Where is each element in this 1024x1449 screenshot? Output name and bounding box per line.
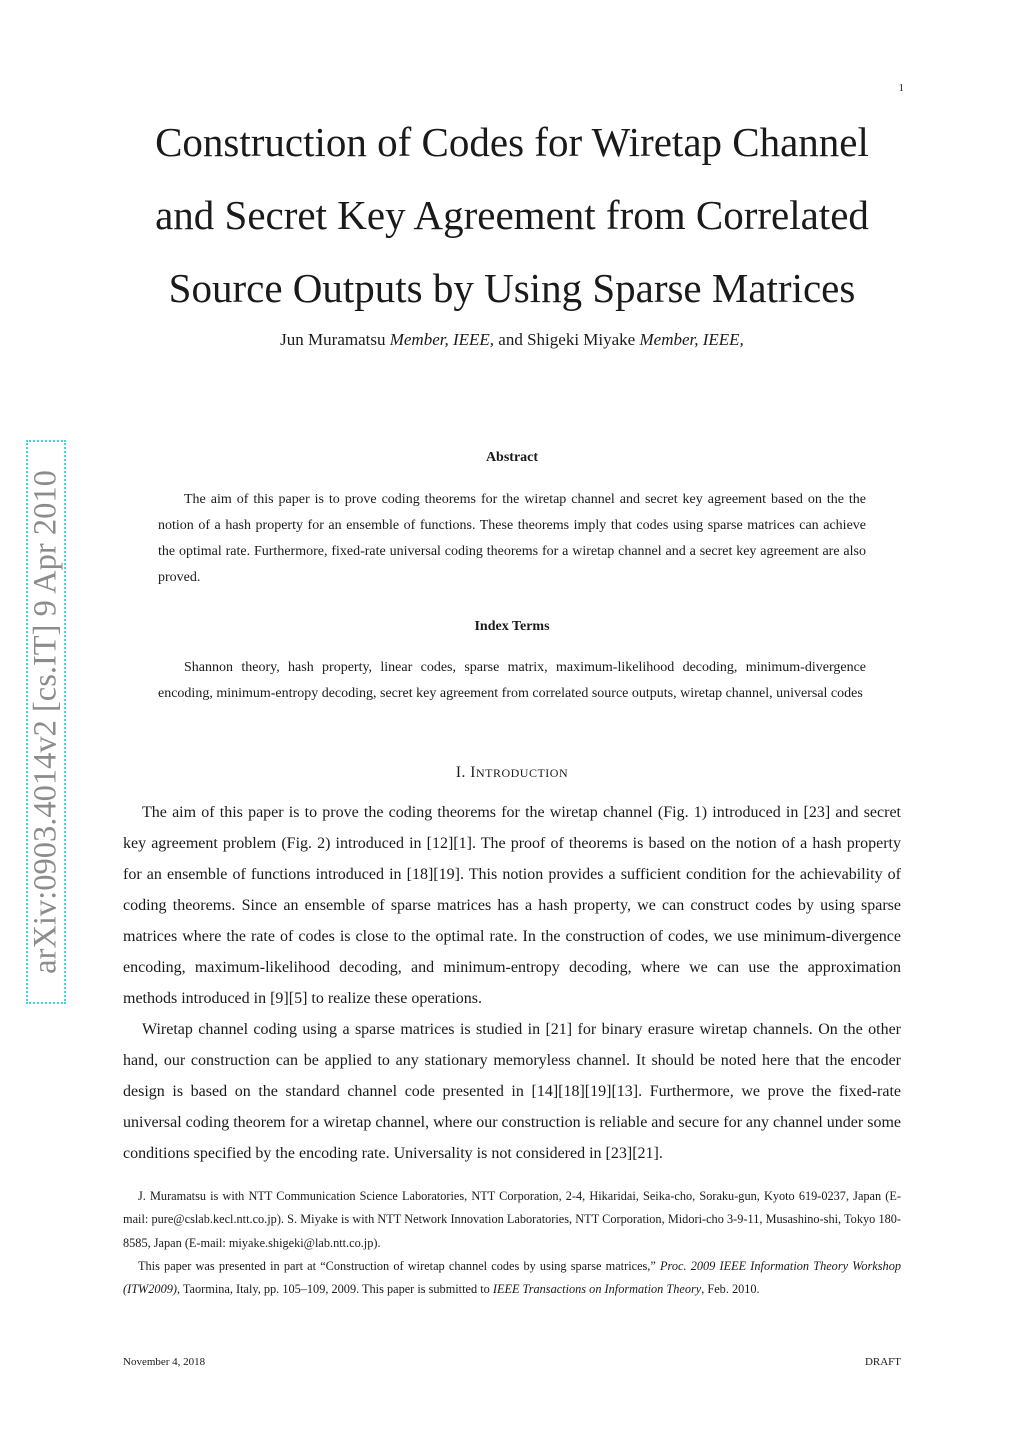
section-heading-introduction bbox=[100, 764, 924, 782]
title-line: Construction of Codes for Wiretap Channel bbox=[155, 119, 869, 165]
section-title-rest: NTRODUCTION bbox=[475, 766, 569, 780]
introduction-body bbox=[123, 797, 901, 1169]
page-number: 1 bbox=[898, 82, 904, 94]
section-numeral: I. bbox=[455, 764, 466, 781]
author-name: Jun Muramatsu bbox=[280, 330, 386, 349]
footnote-text: , Feb. 2010. bbox=[701, 1282, 760, 1297]
body-paragraph: The aim of this paper is to prove the coding theorems for the wiretap channel (Fig. 1) introduced in [23] and secret key agreement problem (Fig. 2) introduced in [12][1]. The proof of theorems is based on the notion of a hash property for an ensemble of functions introduced in [18][19]. This notion provides a sufficient condition for the achievability of coding theorems. Since an ensemble of sparse matrices has a hash property, we can construct codes by using sparse matrices where the rate of codes is close to the optimal rate. In the construction of codes, we use minimum-divergence encoding, maximum-likelihood decoding, and minimum-entropy decoding, where we can use the approximation methods introduced in [9][5] to realize these operations. bbox=[123, 804, 901, 1007]
footer-draft-label: DRAFT bbox=[864, 1356, 901, 1368]
abstract-heading: Abstract bbox=[485, 450, 539, 465]
author-affiliation: Member, IEEE, bbox=[389, 330, 495, 349]
abstract-body bbox=[158, 487, 866, 591]
author-conjunction: and bbox=[498, 330, 523, 349]
author-name: Shigeki Miyake bbox=[527, 330, 636, 349]
index-terms-body bbox=[158, 655, 866, 707]
title-line: and Secret Key Agreement from Correlated bbox=[155, 192, 869, 238]
section-title-initial: I bbox=[470, 764, 476, 781]
footer-date: November 4, 2018 bbox=[123, 1356, 206, 1368]
paper-title bbox=[100, 106, 924, 325]
arxiv-identifier: arXiv:0903.4014v2 [cs.IT] 9 Apr 2010 bbox=[27, 470, 64, 974]
title-line: Source Outputs by Using Sparse Matrices bbox=[168, 265, 856, 311]
body-paragraph: Wiretap channel coding using a sparse matrices is studied in [21] for binary erasure wiretap channels. On the other hand, our construction can be applied to any stationary memoryless channel. It should be noted here that the encoder design is based on the standard channel code presented in [14][18][19][13]. Furthermore, we prove the fixed-rate universal coding theorem for a wiretap channel, where our construction is reliable and secure for any channel under some conditions specified by the encoding rate. Universality is not considered in [23][21]. bbox=[123, 1021, 901, 1162]
author-line bbox=[100, 330, 924, 350]
index-terms-text: Shannon theory, hash property, linear codes, sparse matrix, maximum-likelihood decoding, minimum-divergence encoding, minimum-entropy decoding, secret key agreement from correlated source outputs, wiretap channel, universal codes bbox=[158, 660, 866, 701]
footnote-affiliation: J. Muramatsu is with NTT Communication Science Laboratories, NTT Corporation, 2-4, Hikaridai, Seika-cho, Soraku-gun, Kyoto 619-0237, Japan (E-mail: pure@cslab.kecl.ntt.co.jp). S. Miyake is with NTT Network Innovation Laboratories, NTT Corporation, Midori-cho 3-9-11, Musashino-shi, Tokyo 180-8585, Japan (E-mail: miyake.shigeki@lab.ntt.co.jp). bbox=[123, 1189, 901, 1250]
abstract-text: The aim of this paper is to prove coding theorems for the wiretap channel and secret key agreement based on the the notion of a hash property for an ensemble of functions. These theorems imply that codes using sparse matrices can achieve the optimal rate. Furthermore, fixed-rate universal coding theorems for a wiretap channel and a secret key agreement are also proved. bbox=[158, 492, 866, 585]
footnotes bbox=[123, 1185, 901, 1301]
footnote-journal: IEEE Transactions on Information Theory bbox=[492, 1282, 702, 1297]
footnote-text: This paper was presented in part at “Construction of wiretap channel codes by using sparse matrices,” bbox=[138, 1258, 656, 1273]
index-terms-heading: Index Terms bbox=[474, 619, 550, 634]
footnote-presentation bbox=[123, 1255, 901, 1302]
footnote-text: , Taormina, Italy, pp. 105–109, 2009. This paper is submitted to bbox=[176, 1282, 490, 1297]
author-affiliation: Member, IEEE, bbox=[639, 330, 744, 349]
footnote-venue: Proc. 2009 IEEE Information Theory Workshop (ITW2009) bbox=[123, 1258, 901, 1297]
